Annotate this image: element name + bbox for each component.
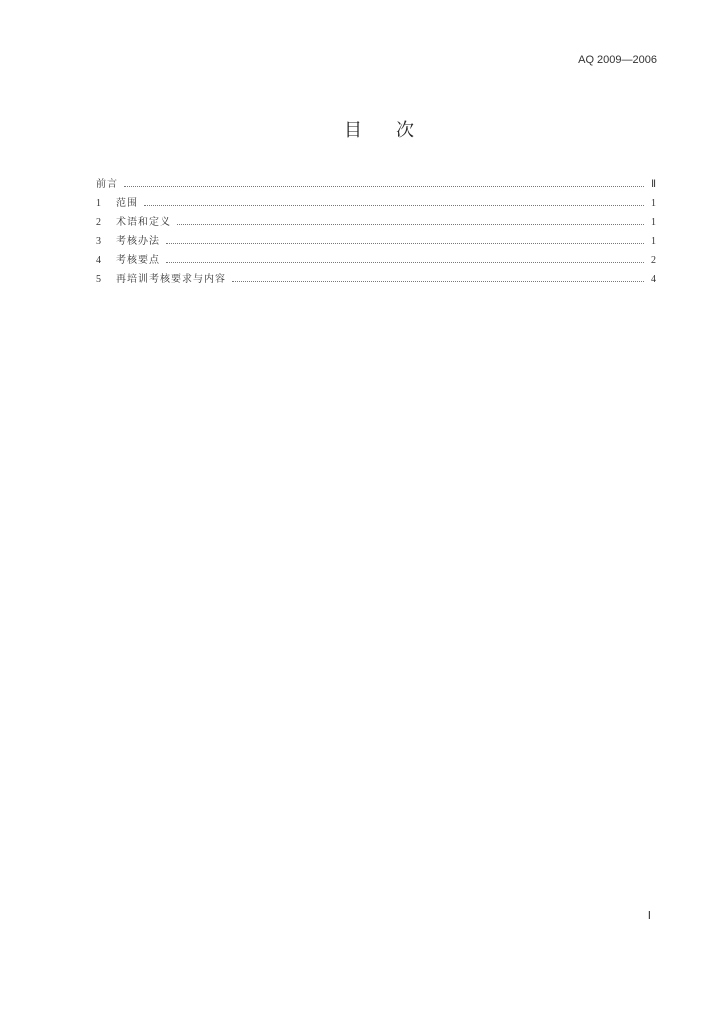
toc-entry-label: 考核要点 bbox=[116, 255, 160, 266]
toc-entry-label: 术语和定义 bbox=[116, 217, 171, 228]
toc-entry-page: 2 bbox=[651, 255, 656, 266]
toc-entry-label: 考核办法 bbox=[116, 236, 160, 247]
dot-leader bbox=[166, 243, 644, 244]
toc-entry-retraining[interactable] bbox=[96, 270, 656, 289]
dot-leader bbox=[166, 262, 644, 263]
toc-entry-foreword[interactable] bbox=[96, 175, 656, 194]
toc-entry-label: 范围 bbox=[116, 198, 138, 209]
toc-entry-assessment-points[interactable] bbox=[96, 251, 656, 270]
dot-leader bbox=[177, 224, 644, 225]
toc-entry-page: 1 bbox=[651, 217, 656, 228]
dot-leader bbox=[144, 205, 644, 206]
toc-entry-number: 2 bbox=[96, 217, 101, 228]
toc-entry-number: 4 bbox=[96, 255, 101, 266]
toc-entry-page: 1 bbox=[651, 236, 656, 247]
toc-entry-terms[interactable] bbox=[96, 213, 656, 232]
toc-entry-number: 1 bbox=[96, 198, 101, 209]
toc-title: 目次 bbox=[344, 120, 448, 141]
toc-entry-label: 前言 bbox=[96, 179, 118, 190]
toc-entry-label: 再培训考核要求与内容 bbox=[116, 274, 226, 285]
dot-leader bbox=[232, 281, 644, 282]
toc-entry-page: 1 bbox=[651, 198, 656, 209]
page-number: Ⅰ bbox=[647, 910, 651, 922]
toc-entry-number: 5 bbox=[96, 274, 101, 285]
dot-leader bbox=[124, 186, 644, 187]
standard-code: AQ 2009—2006 bbox=[578, 54, 657, 66]
toc-entry-number: 3 bbox=[96, 236, 101, 247]
toc-entry-page: Ⅱ bbox=[651, 179, 656, 190]
toc-entry-page: 4 bbox=[651, 274, 656, 285]
toc-entry-scope[interactable] bbox=[96, 194, 656, 213]
table-of-contents bbox=[96, 175, 656, 289]
toc-entry-assessment-method[interactable] bbox=[96, 232, 656, 251]
